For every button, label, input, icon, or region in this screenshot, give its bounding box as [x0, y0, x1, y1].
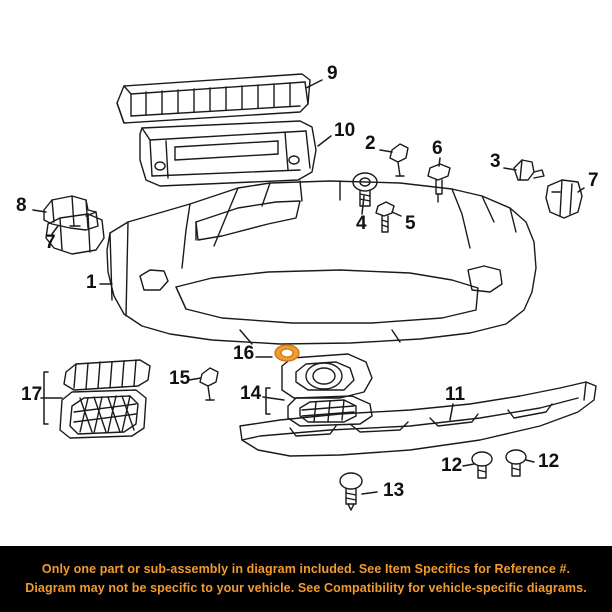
callout-12-right: 12 — [538, 451, 560, 472]
callout-4: 4 — [356, 213, 367, 234]
callout-6: 6 — [432, 138, 443, 159]
callout-7-left: 7 — [45, 232, 56, 253]
callout-14: 14 — [240, 383, 262, 404]
callout-8: 8 — [16, 195, 27, 216]
part-3-clip — [514, 160, 544, 180]
callout-16: 16 — [233, 343, 255, 364]
part-16-highlighted-grommet — [275, 345, 299, 361]
part-9-reinforcement-beam — [117, 74, 310, 123]
callout-3: 3 — [490, 151, 501, 172]
part-10-bumper-absorber — [140, 121, 316, 186]
part-12-left-screw — [472, 452, 492, 478]
part-7-right-bracket — [546, 180, 582, 218]
callout-12-left: 12 — [441, 455, 463, 476]
part-13-screw — [340, 473, 362, 510]
callout-15: 15 — [169, 368, 191, 389]
part-2-push-pin — [390, 144, 408, 176]
part-5-bolt — [376, 202, 394, 232]
group-brackets — [44, 372, 270, 424]
part-4-screw — [353, 173, 377, 206]
disclaimer-banner — [0, 546, 612, 612]
callout-2: 2 — [365, 133, 376, 154]
part-8-bracket — [44, 196, 98, 230]
part-11-lower-air-dam — [240, 382, 596, 456]
part-15-push-pin — [200, 368, 218, 400]
disclaimer-line-2: Diagram may not be specific to your vehicle. See Compatibility for vehicle-specific diagrams. — [25, 581, 587, 595]
callout-9: 9 — [327, 63, 338, 84]
disclaimer-line-1: Only one part or sub-assembly in diagram included. See Item Specifics for Reference #. — [41, 562, 571, 577]
part-17-lower-grille-left — [60, 360, 150, 438]
part-12-right-screw — [506, 450, 526, 476]
callout-7-right: 7 — [588, 170, 599, 191]
callout-5: 5 — [405, 213, 416, 234]
callout-17: 17 — [21, 384, 43, 405]
callout-10: 10 — [334, 120, 356, 141]
callout-13: 13 — [383, 480, 405, 501]
callout-1: 1 — [86, 272, 97, 293]
part-6-nut — [428, 164, 450, 202]
part-1-bumper-cover — [107, 181, 536, 344]
callout-11: 11 — [445, 384, 466, 405]
